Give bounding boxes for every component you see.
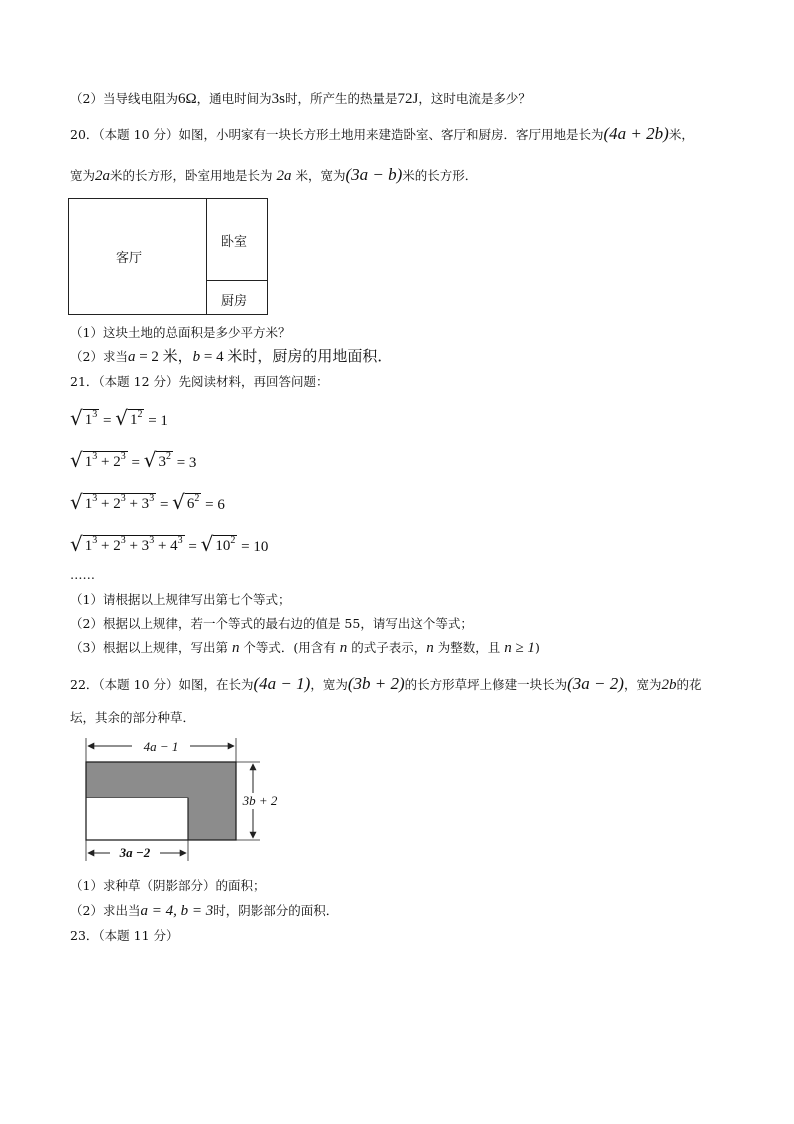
right-dimension-label: 3b + 2 bbox=[242, 793, 278, 808]
q21-part1: （1）请根据以上规律写出第七个等式； bbox=[70, 592, 291, 607]
q21-part2: （2）根据以上规律，若一个等式的最右边的值是 55，请写出这个等式； bbox=[70, 616, 473, 631]
q21-equation-1: √ $1^3$ = √ $1^2$ = 1 bbox=[70, 406, 168, 430]
q22-line2: 坛，其余的部分种草． bbox=[70, 710, 196, 725]
q22-part1: （1）求种草（阴影部分）的面积； bbox=[70, 878, 266, 893]
q20-part1: （1）这块土地的总面积是多少平方米？ bbox=[70, 325, 291, 340]
living-room-label: 客厅 bbox=[116, 251, 143, 266]
q21-equation-4: √ $1^3 + 2^3 + 3^3 + 4^3$ = √ $10^2$ = 10 bbox=[70, 532, 269, 556]
q22-part2: （2）求出当a = 4, b = 3时，阴影部分的面积． bbox=[70, 903, 339, 919]
q21-equation-3: √ $1^3 + 2^3 + 3^3$ = √ $6^2$ = 6 bbox=[70, 490, 225, 514]
q20-living-length: (4a + 2b) bbox=[603, 124, 669, 143]
kitchen-label: 厨房 bbox=[221, 294, 248, 309]
q21-equation-2: √ $1^3 + 2^3$ = √ $3^2$ = 3 bbox=[70, 448, 197, 472]
q22-lawn-figure bbox=[60, 733, 290, 868]
q20-line2: 宽为2a米的长方形，卧室用地是长为 2a 米，宽为(3a − b)米的长方形． bbox=[70, 165, 478, 184]
plan-divider-vertical bbox=[206, 198, 207, 315]
bedroom-label: 卧室 bbox=[221, 235, 248, 250]
q21-ellipsis: …… bbox=[70, 567, 95, 582]
q23-heading: 23．（本题 11 分） bbox=[70, 928, 179, 943]
q21-heading: 21．（本题 12 分）先阅读材料，再回答问题： bbox=[70, 374, 329, 389]
q22-heading: 22．（本题 10 分）如图，在长为(4a − 1)，宽为(3b + 2)的长方形草坪上修建一块长为(3a − 2)，宽为2b的花 bbox=[70, 674, 702, 693]
q21-part3: （3）根据以上规律，写出第 n 个等式．(用含有 n 的式子表示，n 为整数，且 n ≥ 1) bbox=[70, 640, 540, 656]
q20-part2: （2）求当a = 2 米，b = 4 米时，厨房的用地面积． bbox=[70, 349, 393, 365]
q20-floor-plan-figure bbox=[68, 198, 268, 315]
heat-value: 72J bbox=[397, 91, 419, 107]
flower-bed-region bbox=[86, 798, 188, 840]
resistance-value: 6Ω bbox=[177, 91, 197, 107]
top-dimension-label: 4a − 1 bbox=[143, 739, 179, 754]
q20-heading: 20．（本题 10 分）如图，小明家有一块长方形土地用来建造卧室、客厅和厨房．客厅用地是长为(4a + 2b)米， bbox=[70, 124, 694, 143]
bottom-dimension-label: 3a −2 bbox=[119, 845, 151, 860]
plan-divider-horizontal bbox=[206, 280, 268, 281]
q19-part2: （2）当导线电阻为6Ω，通电时间为3s时，所产生的热量是72J，这时电流是多少？ bbox=[70, 91, 531, 107]
time-value: 3s bbox=[271, 91, 285, 107]
